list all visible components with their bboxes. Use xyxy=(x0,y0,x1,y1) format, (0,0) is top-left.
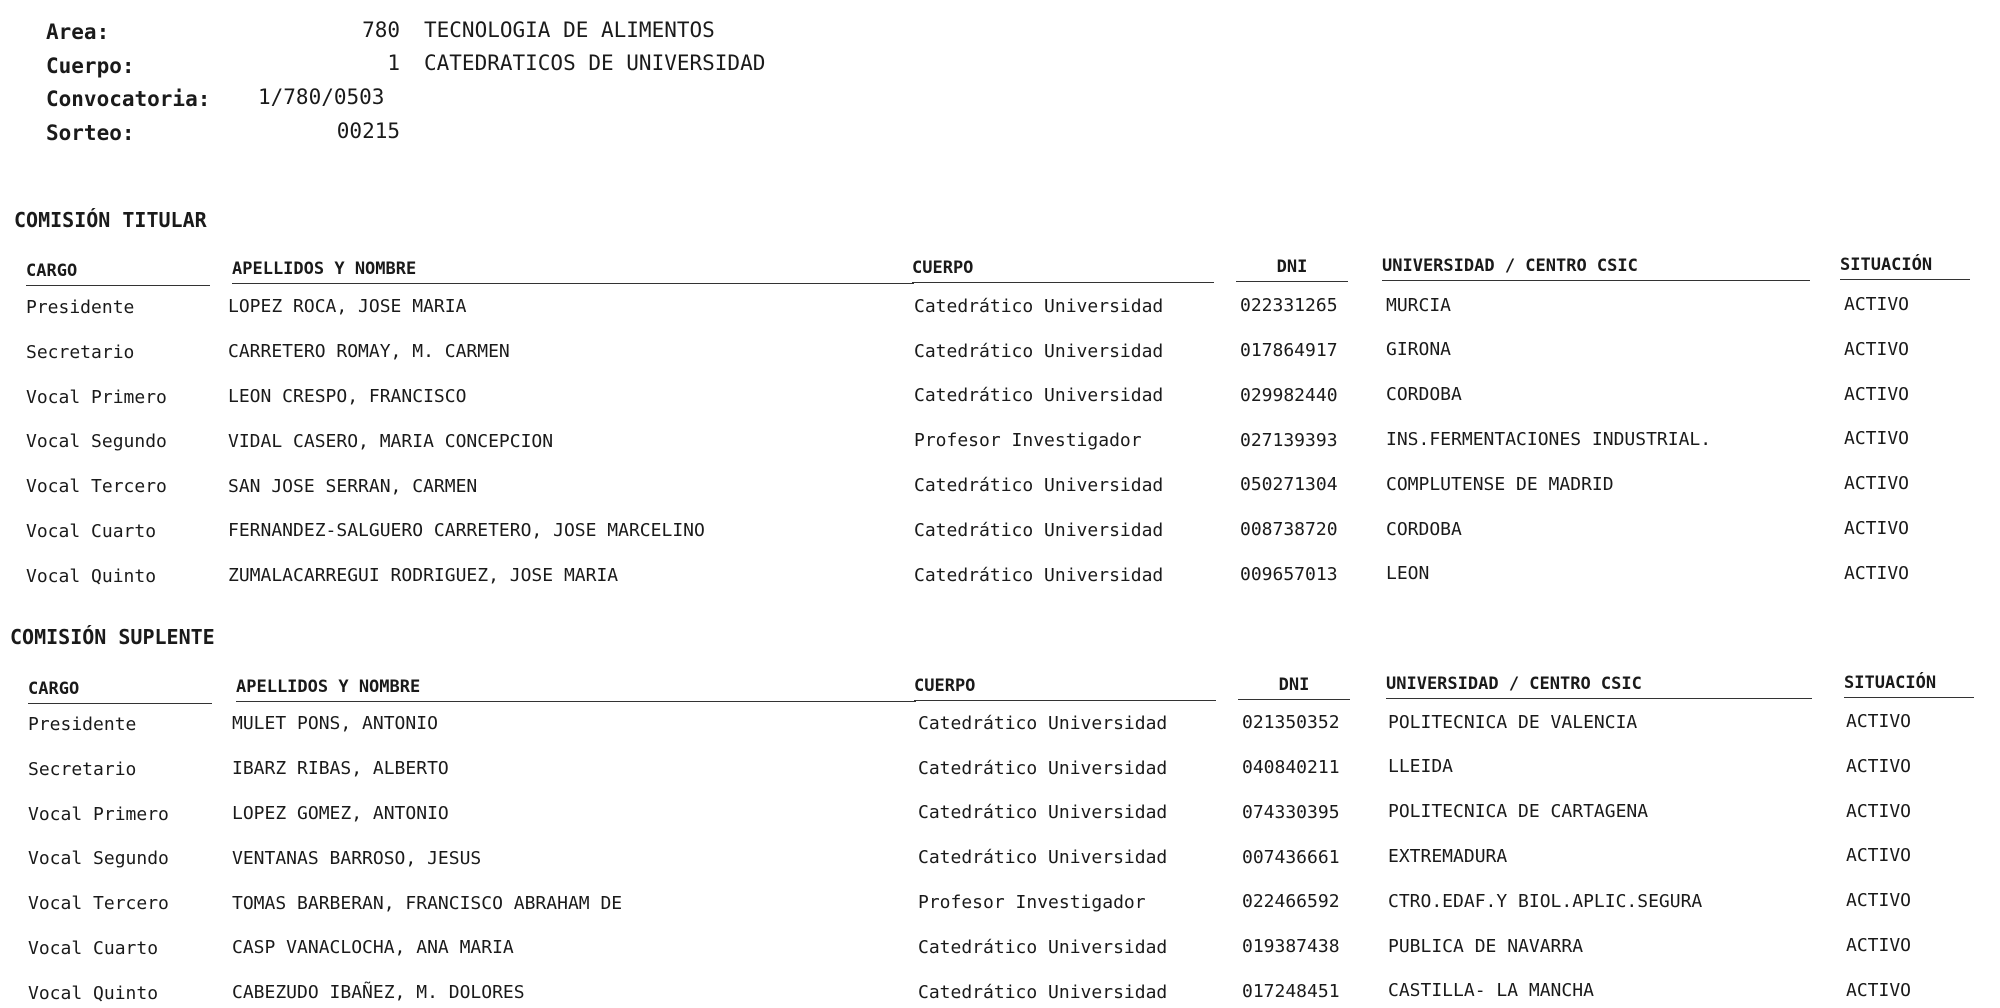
area-name: TECNOLOGIA DE ALIMENTOS xyxy=(424,18,715,42)
cell-nombre: CASP VANACLOCHA, ANA MARIA xyxy=(232,937,514,959)
cell-cargo: Presidente xyxy=(28,714,137,735)
col-cargo: CARGO xyxy=(26,261,210,286)
cell-situacion: ACTIVO xyxy=(1844,338,1910,360)
cell-universidad: MURCIA xyxy=(1386,294,1452,316)
cell-cuerpo: Catedrático Universidad xyxy=(918,847,1168,869)
cell-nombre: LOPEZ GOMEZ, ANTONIO xyxy=(232,803,449,824)
cell-cargo: Vocal Quinto xyxy=(26,565,157,587)
cell-cuerpo: Catedrático Universidad xyxy=(918,757,1168,779)
cell-cargo: Vocal Tercero xyxy=(26,476,167,498)
col-universidad: UNIVERSIDAD / CENTRO CSIC xyxy=(1382,256,1810,281)
area-label: Area: xyxy=(46,20,110,44)
cell-cuerpo: Catedrático Universidad xyxy=(914,519,1164,541)
cell-situacion: ACTIVO xyxy=(1846,935,1912,956)
cell-dni: 017248451 xyxy=(1242,981,1340,1002)
cell-situacion: ACTIVO xyxy=(1844,562,1910,584)
cell-cargo: Vocal Segundo xyxy=(26,431,167,453)
cell-dni: 022466592 xyxy=(1242,891,1340,913)
cell-situacion: ACTIVO xyxy=(1844,518,1910,539)
cell-cuerpo: Catedrático Universidad xyxy=(914,295,1164,317)
cell-cargo: Secretario xyxy=(26,341,135,363)
col-dni: DNI xyxy=(1238,675,1350,700)
section-title-titular: COMISIÓN TITULAR xyxy=(14,208,207,232)
cell-cargo: Vocal Cuarto xyxy=(26,521,157,542)
cell-universidad: LEON xyxy=(1386,563,1430,585)
cell-nombre: CABEZUDO IBAÑEZ, M. DOLORES xyxy=(232,982,525,1004)
cell-cuerpo: Catedrático Universidad xyxy=(918,802,1168,824)
cell-nombre: MULET PONS, ANTONIO xyxy=(232,713,438,735)
col-nombre: APELLIDOS Y NOMBRE xyxy=(236,677,916,702)
cell-universidad: COMPLUTENSE DE MADRID xyxy=(1386,473,1614,495)
cell-situacion: ACTIVO xyxy=(1844,428,1910,450)
cell-universidad: CORDOBA xyxy=(1386,384,1462,406)
col-nombre: APELLIDOS Y NOMBRE xyxy=(232,259,914,284)
cell-cuerpo: Catedrático Universidad xyxy=(914,564,1164,586)
cell-situacion: ACTIVO xyxy=(1846,711,1912,732)
cell-situacion: ACTIVO xyxy=(1846,800,1912,822)
cell-cargo: Vocal Tercero xyxy=(28,893,169,915)
cell-nombre: VIDAL CASERO, MARIA CONCEPCION xyxy=(228,430,554,452)
cell-situacion: ACTIVO xyxy=(1846,845,1912,867)
cell-situacion: ACTIVO xyxy=(1844,294,1910,315)
cell-universidad: INS.FERMENTACIONES INDUSTRIAL. xyxy=(1386,429,1712,450)
cell-dni: 008738720 xyxy=(1240,519,1338,541)
section-title-suplente: COMISIÓN SUPLENTE xyxy=(10,625,215,649)
sorteo-value: 00215 xyxy=(336,119,400,143)
cell-universidad: LLEIDA xyxy=(1388,756,1454,778)
cell-nombre: ZUMALACARREGUI RODRIGUEZ, JOSE MARIA xyxy=(228,565,619,587)
cell-dni: 040840211 xyxy=(1242,757,1340,778)
col-cargo: CARGO xyxy=(28,679,212,704)
cell-cuerpo: Profesor Investigador xyxy=(914,430,1142,452)
cuerpo-label: Cuerpo: xyxy=(46,54,135,78)
cell-dni: 007436661 xyxy=(1242,846,1340,868)
col-dni: DNI xyxy=(1236,257,1348,282)
cell-situacion: ACTIVO xyxy=(1846,979,1912,1001)
cuerpo-code: 1 xyxy=(387,51,400,75)
col-situacion: SITUACIÓN xyxy=(1844,673,1974,698)
cell-cuerpo: Catedrático Universidad xyxy=(914,340,1164,362)
cell-universidad: EXTREMADURA xyxy=(1388,846,1508,867)
cell-dni: 017864917 xyxy=(1240,340,1338,361)
cell-cuerpo: Profesor Investigador xyxy=(918,892,1146,913)
col-situacion: SITUACIÓN xyxy=(1840,255,1970,280)
cell-nombre: IBARZ RIBAS, ALBERTO xyxy=(232,758,449,780)
cell-cuerpo: Catedrático Universidad xyxy=(914,385,1164,407)
cell-cargo: Vocal Cuarto xyxy=(28,938,159,959)
cell-dni: 050271304 xyxy=(1240,474,1338,496)
cell-dni: 027139393 xyxy=(1240,429,1338,451)
cell-cuerpo: Catedrático Universidad xyxy=(918,981,1168,1003)
cell-cargo: Vocal Primero xyxy=(28,803,169,825)
col-universidad: UNIVERSIDAD / CENTRO CSIC xyxy=(1386,674,1812,699)
cell-nombre: LOPEZ ROCA, JOSE MARIA xyxy=(228,296,467,318)
cell-dni: 019387438 xyxy=(1242,936,1340,958)
cell-cuerpo: Catedrático Universidad xyxy=(918,936,1168,958)
cell-dni: 009657013 xyxy=(1240,564,1338,585)
cell-dni: 021350352 xyxy=(1242,712,1340,734)
cell-nombre: CARRETERO ROMAY, M. CARMEN xyxy=(228,341,510,363)
cell-universidad: CTRO.EDAF.Y BIOL.APLIC.SEGURA xyxy=(1388,890,1703,912)
cell-nombre: FERNANDEZ-SALGUERO CARRETERO, JOSE MARCELINO xyxy=(228,520,705,542)
cell-universidad: CASTILLA- LA MANCHA xyxy=(1388,980,1594,1002)
cell-cargo: Vocal Primero xyxy=(26,386,167,408)
convocatoria-label: Convocatoria: xyxy=(46,87,211,111)
cell-dni: 029982440 xyxy=(1240,384,1338,406)
cell-universidad: POLITECNICA DE VALENCIA xyxy=(1388,711,1638,733)
cell-situacion: ACTIVO xyxy=(1846,890,1912,912)
col-cuerpo: CUERPO xyxy=(912,258,1214,283)
cell-situacion: ACTIVO xyxy=(1846,755,1912,777)
area-code: 780 xyxy=(362,18,400,42)
cell-universidad: CORDOBA xyxy=(1386,518,1462,540)
convocatoria-value: 1/780/0503 xyxy=(258,85,385,109)
cell-cargo: Presidente xyxy=(26,297,135,318)
cell-situacion: ACTIVO xyxy=(1844,383,1910,405)
cell-dni: 074330395 xyxy=(1242,801,1340,823)
cell-cargo: Vocal Segundo xyxy=(28,848,169,870)
cell-dni: 022331265 xyxy=(1240,295,1338,317)
cell-nombre: TOMAS BARBERAN, FRANCISCO ABRAHAM DE xyxy=(232,892,623,914)
col-cuerpo: CUERPO xyxy=(914,676,1216,701)
cell-cargo: Vocal Quinto xyxy=(28,982,159,1004)
cell-cuerpo: Catedrático Universidad xyxy=(918,712,1168,734)
cell-universidad: PUBLICA DE NAVARRA xyxy=(1388,935,1584,957)
cell-cargo: Secretario xyxy=(28,758,137,780)
cell-universidad: POLITECNICA DE CARTAGENA xyxy=(1388,801,1649,823)
cuerpo-name: CATEDRATICOS DE UNIVERSIDAD xyxy=(424,51,766,75)
sorteo-label: Sorteo: xyxy=(46,121,135,145)
cell-situacion: ACTIVO xyxy=(1844,473,1910,495)
cell-nombre: LEON CRESPO, FRANCISCO xyxy=(228,386,467,407)
cell-nombre: SAN JOSE SERRAN, CARMEN xyxy=(228,475,478,497)
cell-nombre: VENTANAS BARROSO, JESUS xyxy=(232,847,482,869)
cell-cuerpo: Catedrático Universidad xyxy=(914,475,1164,496)
cell-universidad: GIRONA xyxy=(1386,339,1452,361)
